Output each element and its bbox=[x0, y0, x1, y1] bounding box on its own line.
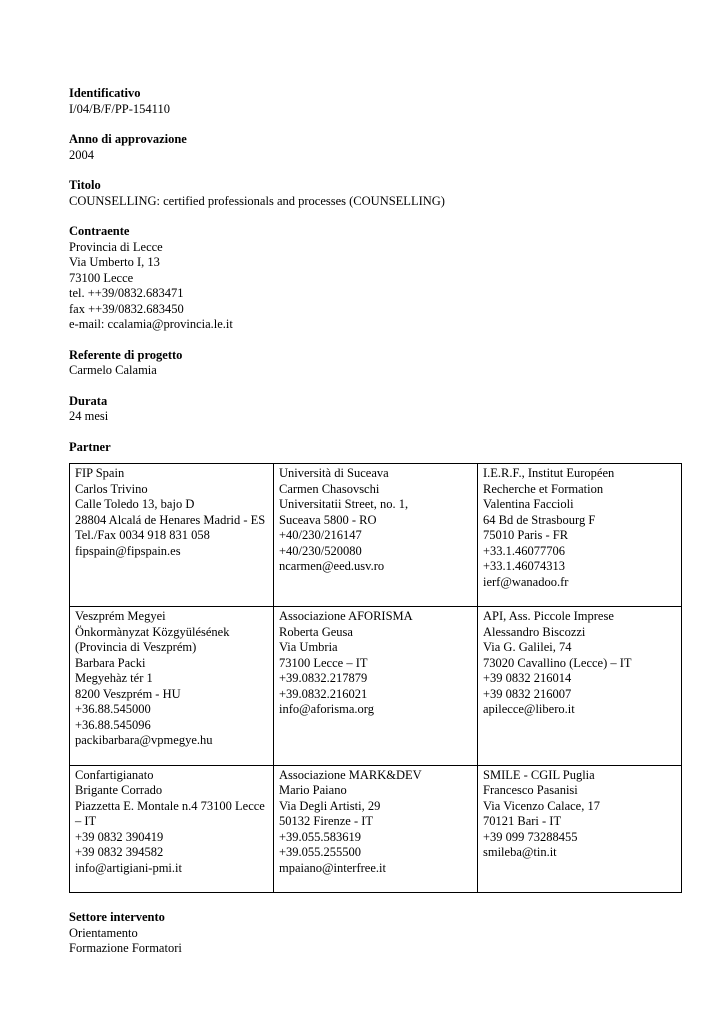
settore-section bbox=[69, 910, 659, 957]
partner-cell-line: Calle Toledo 13, bajo D bbox=[75, 497, 195, 511]
partner-row bbox=[70, 607, 682, 766]
partner-cell-line: +39.0832.216021 bbox=[279, 686, 368, 701]
partner-cell-line: ierf@wanadoo.fr bbox=[483, 574, 569, 589]
partner-cell-line: Önkormànyzat Közgyülésének bbox=[75, 624, 230, 639]
contraente-line: Provincia di Lecce bbox=[69, 239, 163, 254]
partner-cell-line: info@aforisma.org bbox=[279, 702, 374, 716]
durata-section bbox=[69, 394, 659, 425]
settore-line: Orientamento bbox=[69, 925, 138, 940]
titolo-value: COUNSELLING: certified professionals and processes (COUNSELLING) bbox=[69, 193, 445, 208]
partner-cell bbox=[478, 607, 682, 766]
partner-section bbox=[69, 440, 659, 894]
partner-cell-line: Barbara Packi bbox=[75, 655, 146, 670]
partner-table-body bbox=[70, 464, 682, 893]
partner-cell-line: I.E.R.F., Institut Européen bbox=[483, 466, 615, 480]
partner-cell-line: Carmen Chasovschi bbox=[279, 481, 380, 496]
partner-cell-line: +39 0832 390419 bbox=[75, 829, 164, 844]
partner-label: Partner bbox=[69, 439, 111, 454]
partner-cell bbox=[478, 765, 682, 893]
partner-cell bbox=[274, 765, 478, 893]
contraente-section bbox=[69, 224, 659, 333]
partner-cell-line: info@artigiani-pmi.it bbox=[75, 860, 182, 875]
partner-cell-line: Mario Paiano bbox=[279, 783, 347, 797]
anno-label: Anno di approvazione bbox=[69, 132, 187, 146]
partner-cell-line: Veszprém Megyei bbox=[75, 609, 166, 623]
partner-cell-line: 28804 Alcalá de Henares Madrid - ES bbox=[75, 512, 266, 527]
partner-cell-line: Tel./Fax 0034 918 831 058 bbox=[75, 528, 210, 542]
anno-section bbox=[69, 132, 659, 163]
partner-cell-line: +33.1.46074313 bbox=[483, 559, 566, 573]
partner-cell-line: Universitatii Street, no. 1, bbox=[279, 497, 409, 511]
partner-cell-line: +39 0832 216014 bbox=[483, 671, 572, 685]
partner-cell bbox=[274, 607, 478, 766]
partner-cell-line: 70121 Bari - IT bbox=[483, 814, 562, 828]
partner-cell-line: 73100 Lecce – IT bbox=[279, 655, 368, 670]
document-page bbox=[69, 86, 659, 972]
contraente-line: Via Umberto I, 13 bbox=[69, 255, 160, 269]
partner-cell-line: SMILE - CGIL Puglia bbox=[483, 767, 595, 782]
partner-cell-line: Alessandro Biscozzi bbox=[483, 624, 586, 639]
partner-cell-line: Piazzetta E. Montale n.4 73100 Lecce – IT bbox=[75, 798, 265, 828]
identificativo-value: I/04/B/F/PP-154110 bbox=[69, 101, 170, 116]
contraente-line: 73100 Lecce bbox=[69, 270, 134, 285]
partner-row bbox=[70, 765, 682, 893]
partner-cell-line: +39 0832 394582 bbox=[75, 845, 164, 859]
partner-cell bbox=[70, 765, 274, 893]
partner-cell-line: Via Vicenzo Calace, 17 bbox=[483, 798, 600, 813]
settore-line: Formazione Formatori bbox=[69, 941, 182, 955]
partner-cell-line: Via Degli Artisti, 29 bbox=[279, 798, 381, 813]
partner-cell-line: Università di Suceava bbox=[279, 466, 389, 480]
partner-cell bbox=[70, 607, 274, 766]
partner-cell-line: Associazione MARK&DEV bbox=[279, 767, 422, 782]
identificativo-section bbox=[69, 86, 659, 117]
partner-cell-line: (Provincia di Veszprém) bbox=[75, 640, 197, 654]
partner-cell bbox=[478, 464, 682, 607]
partner-cell-line: +39.0832.217879 bbox=[279, 671, 368, 685]
partner-cell-line: Roberta Geusa bbox=[279, 624, 353, 639]
referente-section bbox=[69, 348, 659, 379]
partner-cell-line: Megyehàz tér 1 bbox=[75, 671, 153, 685]
partner-cell-line: +40/230/216147 bbox=[279, 528, 362, 542]
partner-cell-line: packibarbara@vpmegye.hu bbox=[75, 733, 213, 747]
partner-cell-line: 73020 Cavallino (Lecce) – IT bbox=[483, 655, 632, 670]
contraente-line: e-mail: ccalamia@provincia.le.it bbox=[69, 317, 233, 331]
referente-value: Carmelo Calamia bbox=[69, 363, 157, 377]
partner-cell-line: Francesco Pasanisi bbox=[483, 783, 578, 797]
partner-cell-line: 8200 Veszprém - HU bbox=[75, 686, 181, 701]
partner-cell-line: +39.055.255500 bbox=[279, 845, 362, 859]
partner-cell-line: +36.88.545000 bbox=[75, 702, 151, 716]
partner-cell-line: ncarmen@eed.usv.ro bbox=[279, 559, 385, 573]
durata-value: 24 mesi bbox=[69, 409, 109, 423]
titolo-label: Titolo bbox=[69, 178, 101, 192]
partner-table bbox=[69, 463, 682, 893]
partner-cell-line: +39 0832 216007 bbox=[483, 686, 572, 701]
partner-cell-line: +36.88.545096 bbox=[75, 717, 151, 732]
partner-cell-line: fipspain@fipspain.es bbox=[75, 543, 181, 558]
partner-cell-line: +40/230/520080 bbox=[279, 543, 362, 558]
partner-cell-line: API, Ass. Piccole Imprese bbox=[483, 609, 614, 623]
identificativo-label: Identificativo bbox=[69, 86, 141, 100]
partner-cell-line: 64 Bd de Strasbourg F bbox=[483, 512, 596, 527]
partner-cell-line: +39 099 73288455 bbox=[483, 829, 578, 844]
contraente-line: fax ++39/0832.683450 bbox=[69, 301, 184, 316]
partner-cell-line: smileba@tin.it bbox=[483, 845, 557, 859]
partner-cell-line: FIP Spain bbox=[75, 466, 125, 480]
partner-cell-line: +39.055.583619 bbox=[279, 829, 362, 844]
partner-cell bbox=[274, 464, 478, 607]
partner-row bbox=[70, 464, 682, 607]
partner-cell-line: 50132 Firenze - IT bbox=[279, 814, 374, 828]
titolo-section bbox=[69, 178, 659, 209]
contraente-label: Contraente bbox=[69, 224, 130, 238]
partner-cell-line: Associazione AFORISMA bbox=[279, 609, 413, 623]
anno-value: 2004 bbox=[69, 147, 94, 162]
partner-cell-line: Via G. Galilei, 74 bbox=[483, 640, 572, 654]
durata-label: Durata bbox=[69, 393, 108, 408]
partner-cell-line: apilecce@libero.it bbox=[483, 702, 575, 716]
referente-label: Referente di progetto bbox=[69, 347, 183, 362]
partner-cell-line: Brigante Corrado bbox=[75, 783, 163, 797]
settore-label: Settore intervento bbox=[69, 910, 165, 924]
partner-cell-line: 75010 Paris - FR bbox=[483, 528, 569, 542]
partner-cell-line: Carlos Trivino bbox=[75, 481, 148, 496]
partner-cell-line: Suceava 5800 - RO bbox=[279, 512, 377, 527]
partner-cell-line: Via Umbria bbox=[279, 640, 338, 654]
partner-cell-line: mpaiano@interfree.it bbox=[279, 860, 386, 875]
partner-cell-line: +33.1.46077706 bbox=[483, 543, 566, 558]
partner-cell-line: Confartigianato bbox=[75, 767, 154, 782]
partner-cell-line: Recherche et Formation bbox=[483, 481, 604, 496]
contraente-line: tel. ++39/0832.683471 bbox=[69, 286, 184, 300]
partner-cell-line: Valentina Faccioli bbox=[483, 497, 574, 511]
partner-cell bbox=[70, 464, 274, 607]
